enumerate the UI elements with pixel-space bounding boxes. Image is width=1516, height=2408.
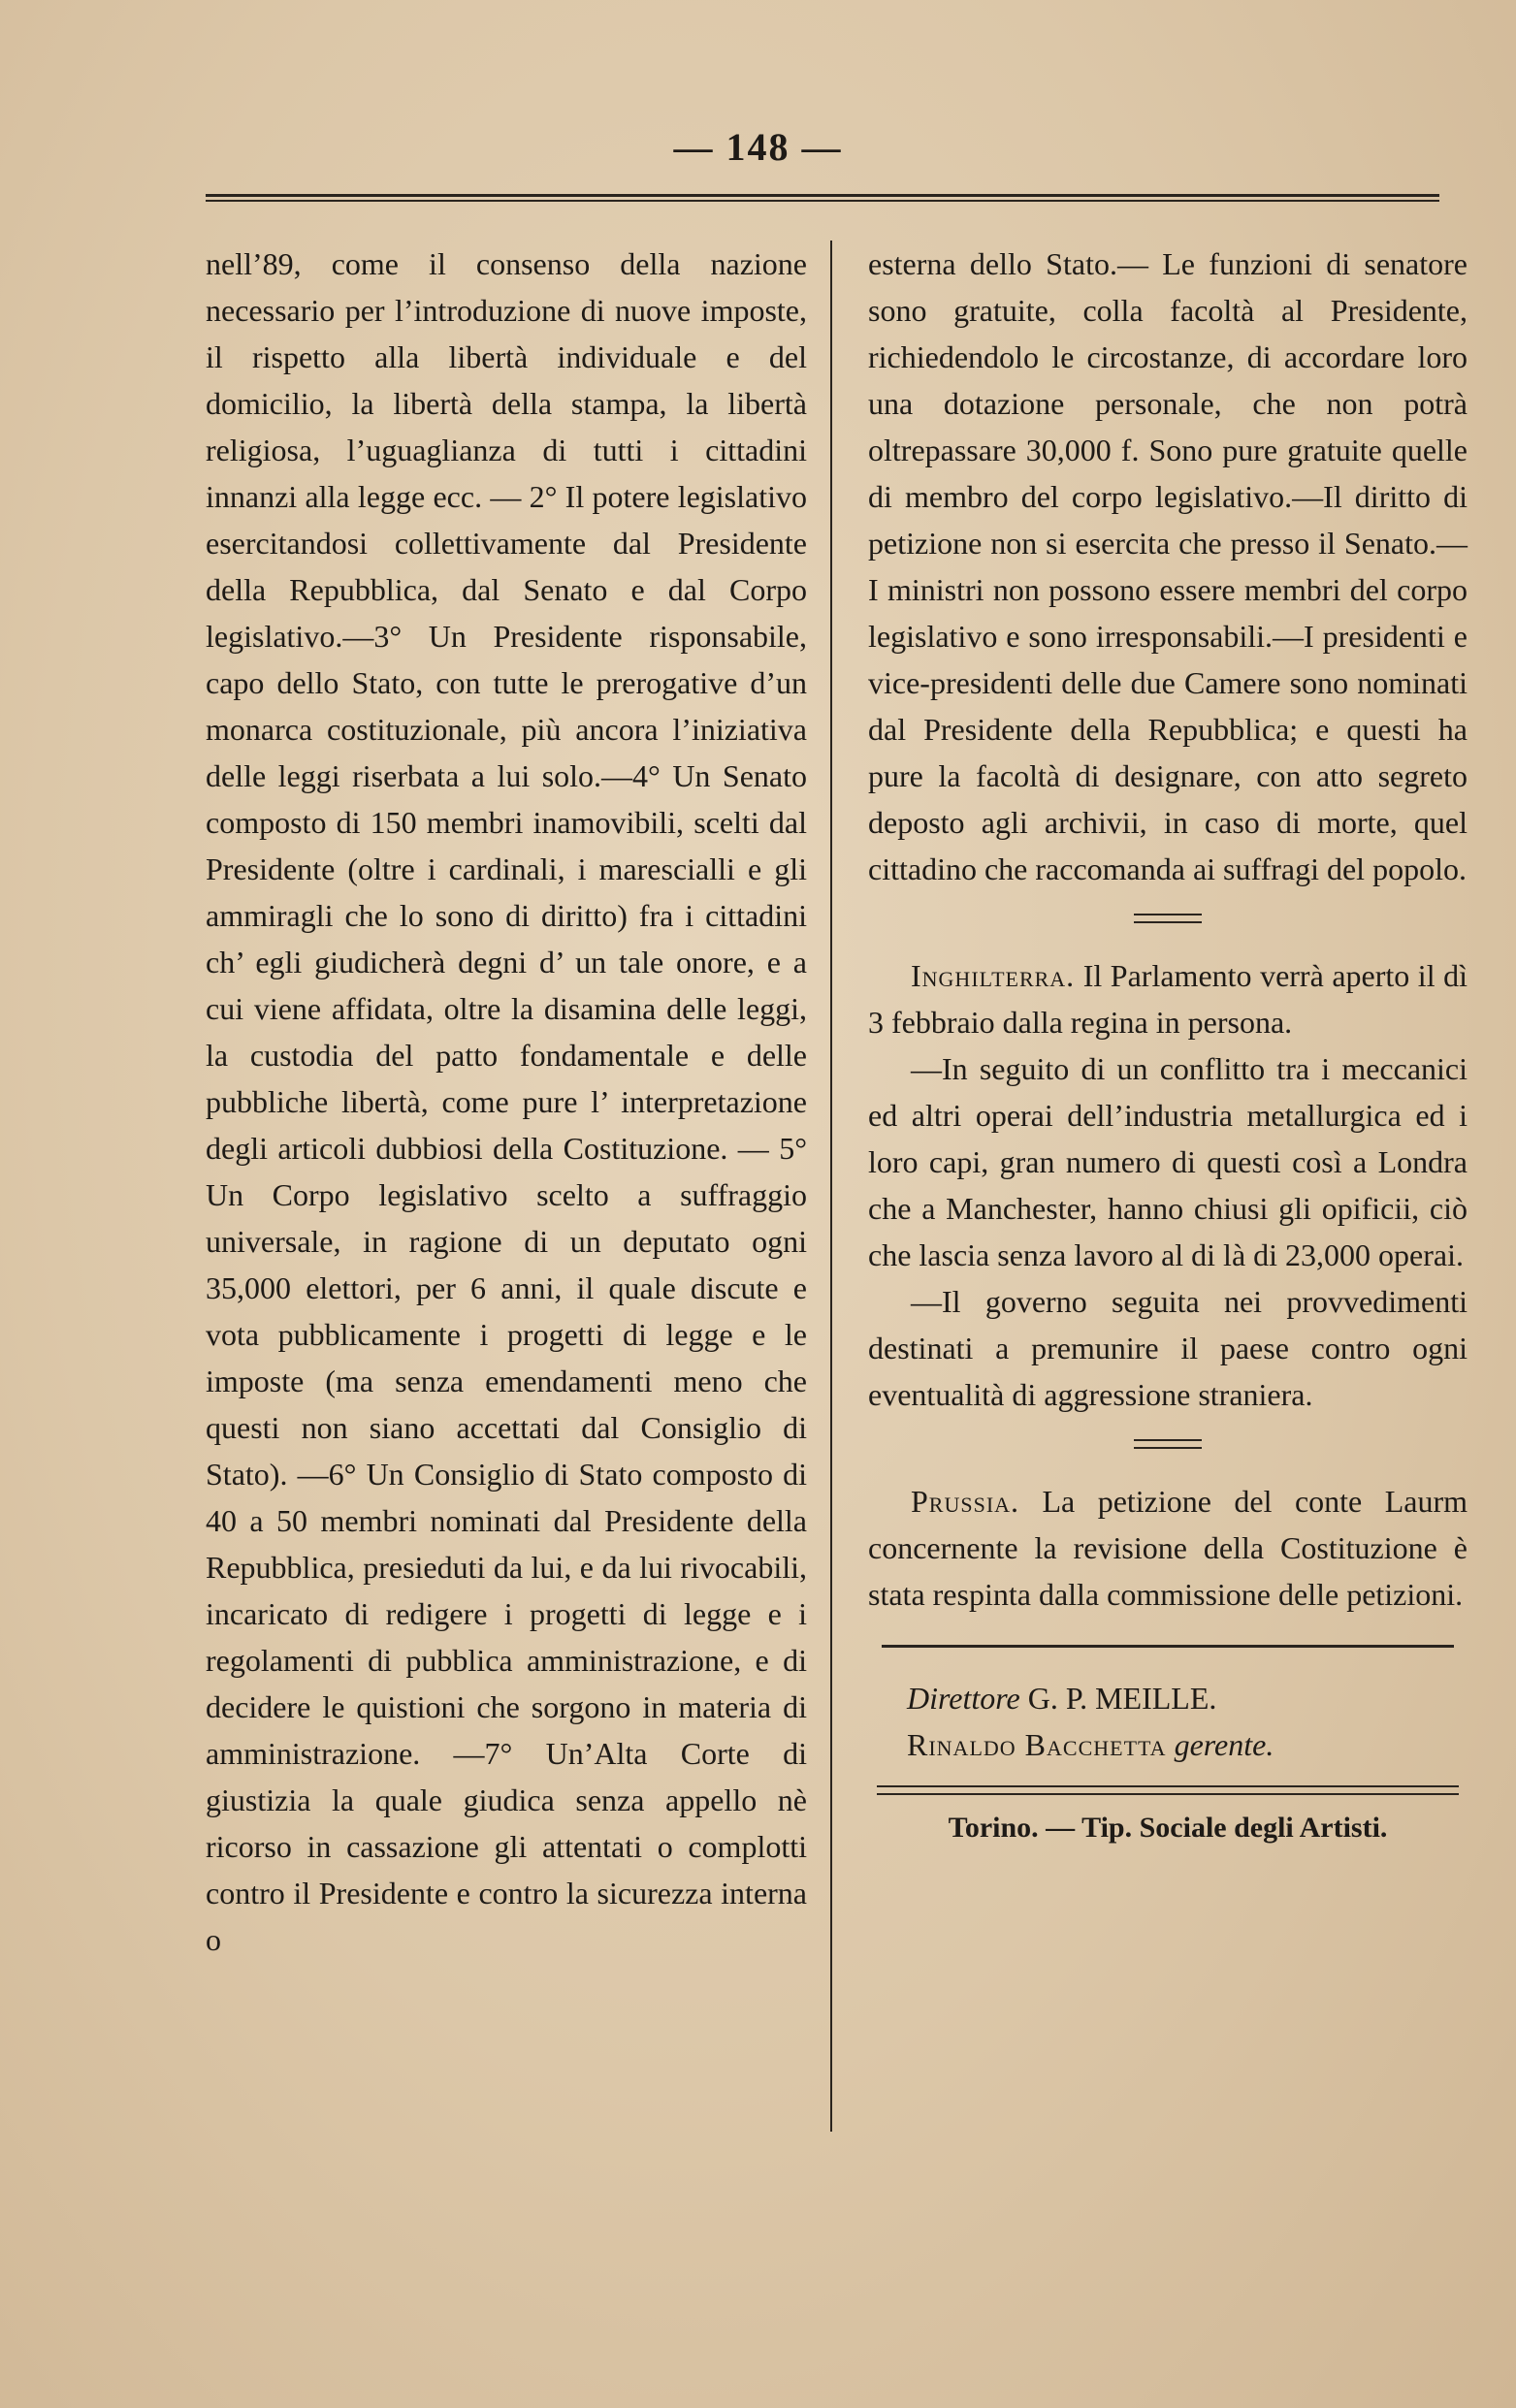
- section-separator: [1134, 1439, 1202, 1449]
- gerente-line: [907, 1721, 1468, 1768]
- column-divider: [830, 241, 832, 2132]
- signature-rule: [882, 1645, 1454, 1648]
- prussia-section: [868, 1478, 1468, 1618]
- inghilterra-section: [868, 952, 1468, 1045]
- direttore-label: Direttore: [907, 1681, 1020, 1716]
- direttore-name: G. P. MEILLE.: [1027, 1681, 1217, 1716]
- right-column: [868, 241, 1468, 1851]
- page-number: — 148 —: [673, 125, 843, 169]
- section-separator: [1134, 914, 1202, 923]
- signature-block: [868, 1675, 1468, 1768]
- left-column-text: nell’89, come il consenso della nazione necessario per l’introduzione di nuove imposte, il rispetto alla libertà individuale e del domicilio, la libertà della stampa, la libertà religiosa, l’uguaglianza di tutti i cittadini innanzi alla legge ecc. — 2° Il potere legislativo esercitandosi collettivamente dal Presidente della Repubblica, dal Senato e dal Corpo legislativo.—3° Un Presidente risponsabile, capo dello Stato, con tutte le prerogative d’un monarca costituzionale, più ancora l’iniziativa delle leggi riserbata a lui solo.—4° Un Senato composto di 150 membri inamovibili, scelti dal Presidente (oltre i cardinali, i marescialli e gli ammiragli che lo sono di diritto) fra i cittadini ch’ egli giudicherà degni d’ un tale onore, e a cui viene affidata, oltre la disamina delle leggi, la custodia del patto fondamentale e delle pubbliche libertà, come pure l’ interpretazione degli articoli dubbiosi della Costituzione. — 5° Un Corpo legislativo scelto a suffraggio universale, in ragione di un deputato ogni 35,000 elettori, per 6 anni, il quale discute e vota pubblicamente i progetti di legge e le imposte (ma senza emendamenti meno che questi non siano accettati dal Consiglio di Stato). —6° Un Consiglio di Stato composto di 40 a 50 membri nominati dal Presidente della Repubblica, presieduti da lui, e da lui rivocabili, incaricato di redigere i progetti di legge e i regolamenti di pubblica amministrazione, e di decidere le quistioni che sorgono in materia di amministrazione. —7° Un’Alta Corte di giustizia la quale giudica senza appello nè ricorso in cassazione gli attentati o complotti contro il Presidente e contro la sicurezza interna o: [206, 246, 807, 1957]
- continuation-paragraph: esterna dello Stato.— Le funzioni di senatore sono gratuite, colla facoltà al Presidente, richiedendolo le circostanze, di accordare loro una dotazione personale, che non potrà oltrepassare 30,000 f. Sono pure gratuite quelle di membro del corpo legislativo.—Il diritto di petizione non si esercita che presso il Senato.—I ministri non possono essere membri del corpo legislativo e sono irresponsabili.—I presidenti e vice-presidenti delle due Camere sono nominati dal Presidente della Repubblica; e questi ha pure la facoltà di designare, con atto segreto deposto agli archivii, in caso di morte, quel cittadino che raccomanda ai suffragi del popolo.: [868, 246, 1468, 886]
- gerente-label: gerente.: [1174, 1727, 1274, 1762]
- inghilterra-paragraph-3: —Il governo seguita nei provvedimenti destinati a premunire il paese contro ogni eventualità di aggressione straniera.: [868, 1284, 1468, 1412]
- left-column: [206, 241, 807, 1963]
- inghilterra-paragraph-1: Il Parlamento verrà aperto il dì 3 febbraio dalla regina in persona.: [868, 958, 1468, 1040]
- header-rule: [206, 194, 1439, 202]
- direttore-line: [907, 1675, 1468, 1721]
- printer-imprint: Torino. — Tip. Sociale degli Artisti.: [948, 1812, 1388, 1844]
- imprint-rule: [877, 1785, 1459, 1795]
- inghilterra-heading: Inghilterra.: [911, 958, 1076, 993]
- prussia-paragraph: La petizione del conte Laurm concernente la revisione della Costituzione è stata respinta dalla commissione delle petizioni.: [868, 1484, 1468, 1612]
- inghilterra-paragraph-2: —In seguito di un conflitto tra i meccanici ed altri operai dell’industria metallurgica ed i loro capi, gran numero di questi così a Londra che a Manchester, hanno chiusi gli opificii, ciò che lascia senza lavoro al di là di 23,000 operai.: [868, 1051, 1468, 1272]
- gerente-name: Rinaldo Bacchetta: [907, 1727, 1167, 1762]
- prussia-heading: Prussia.: [911, 1484, 1020, 1519]
